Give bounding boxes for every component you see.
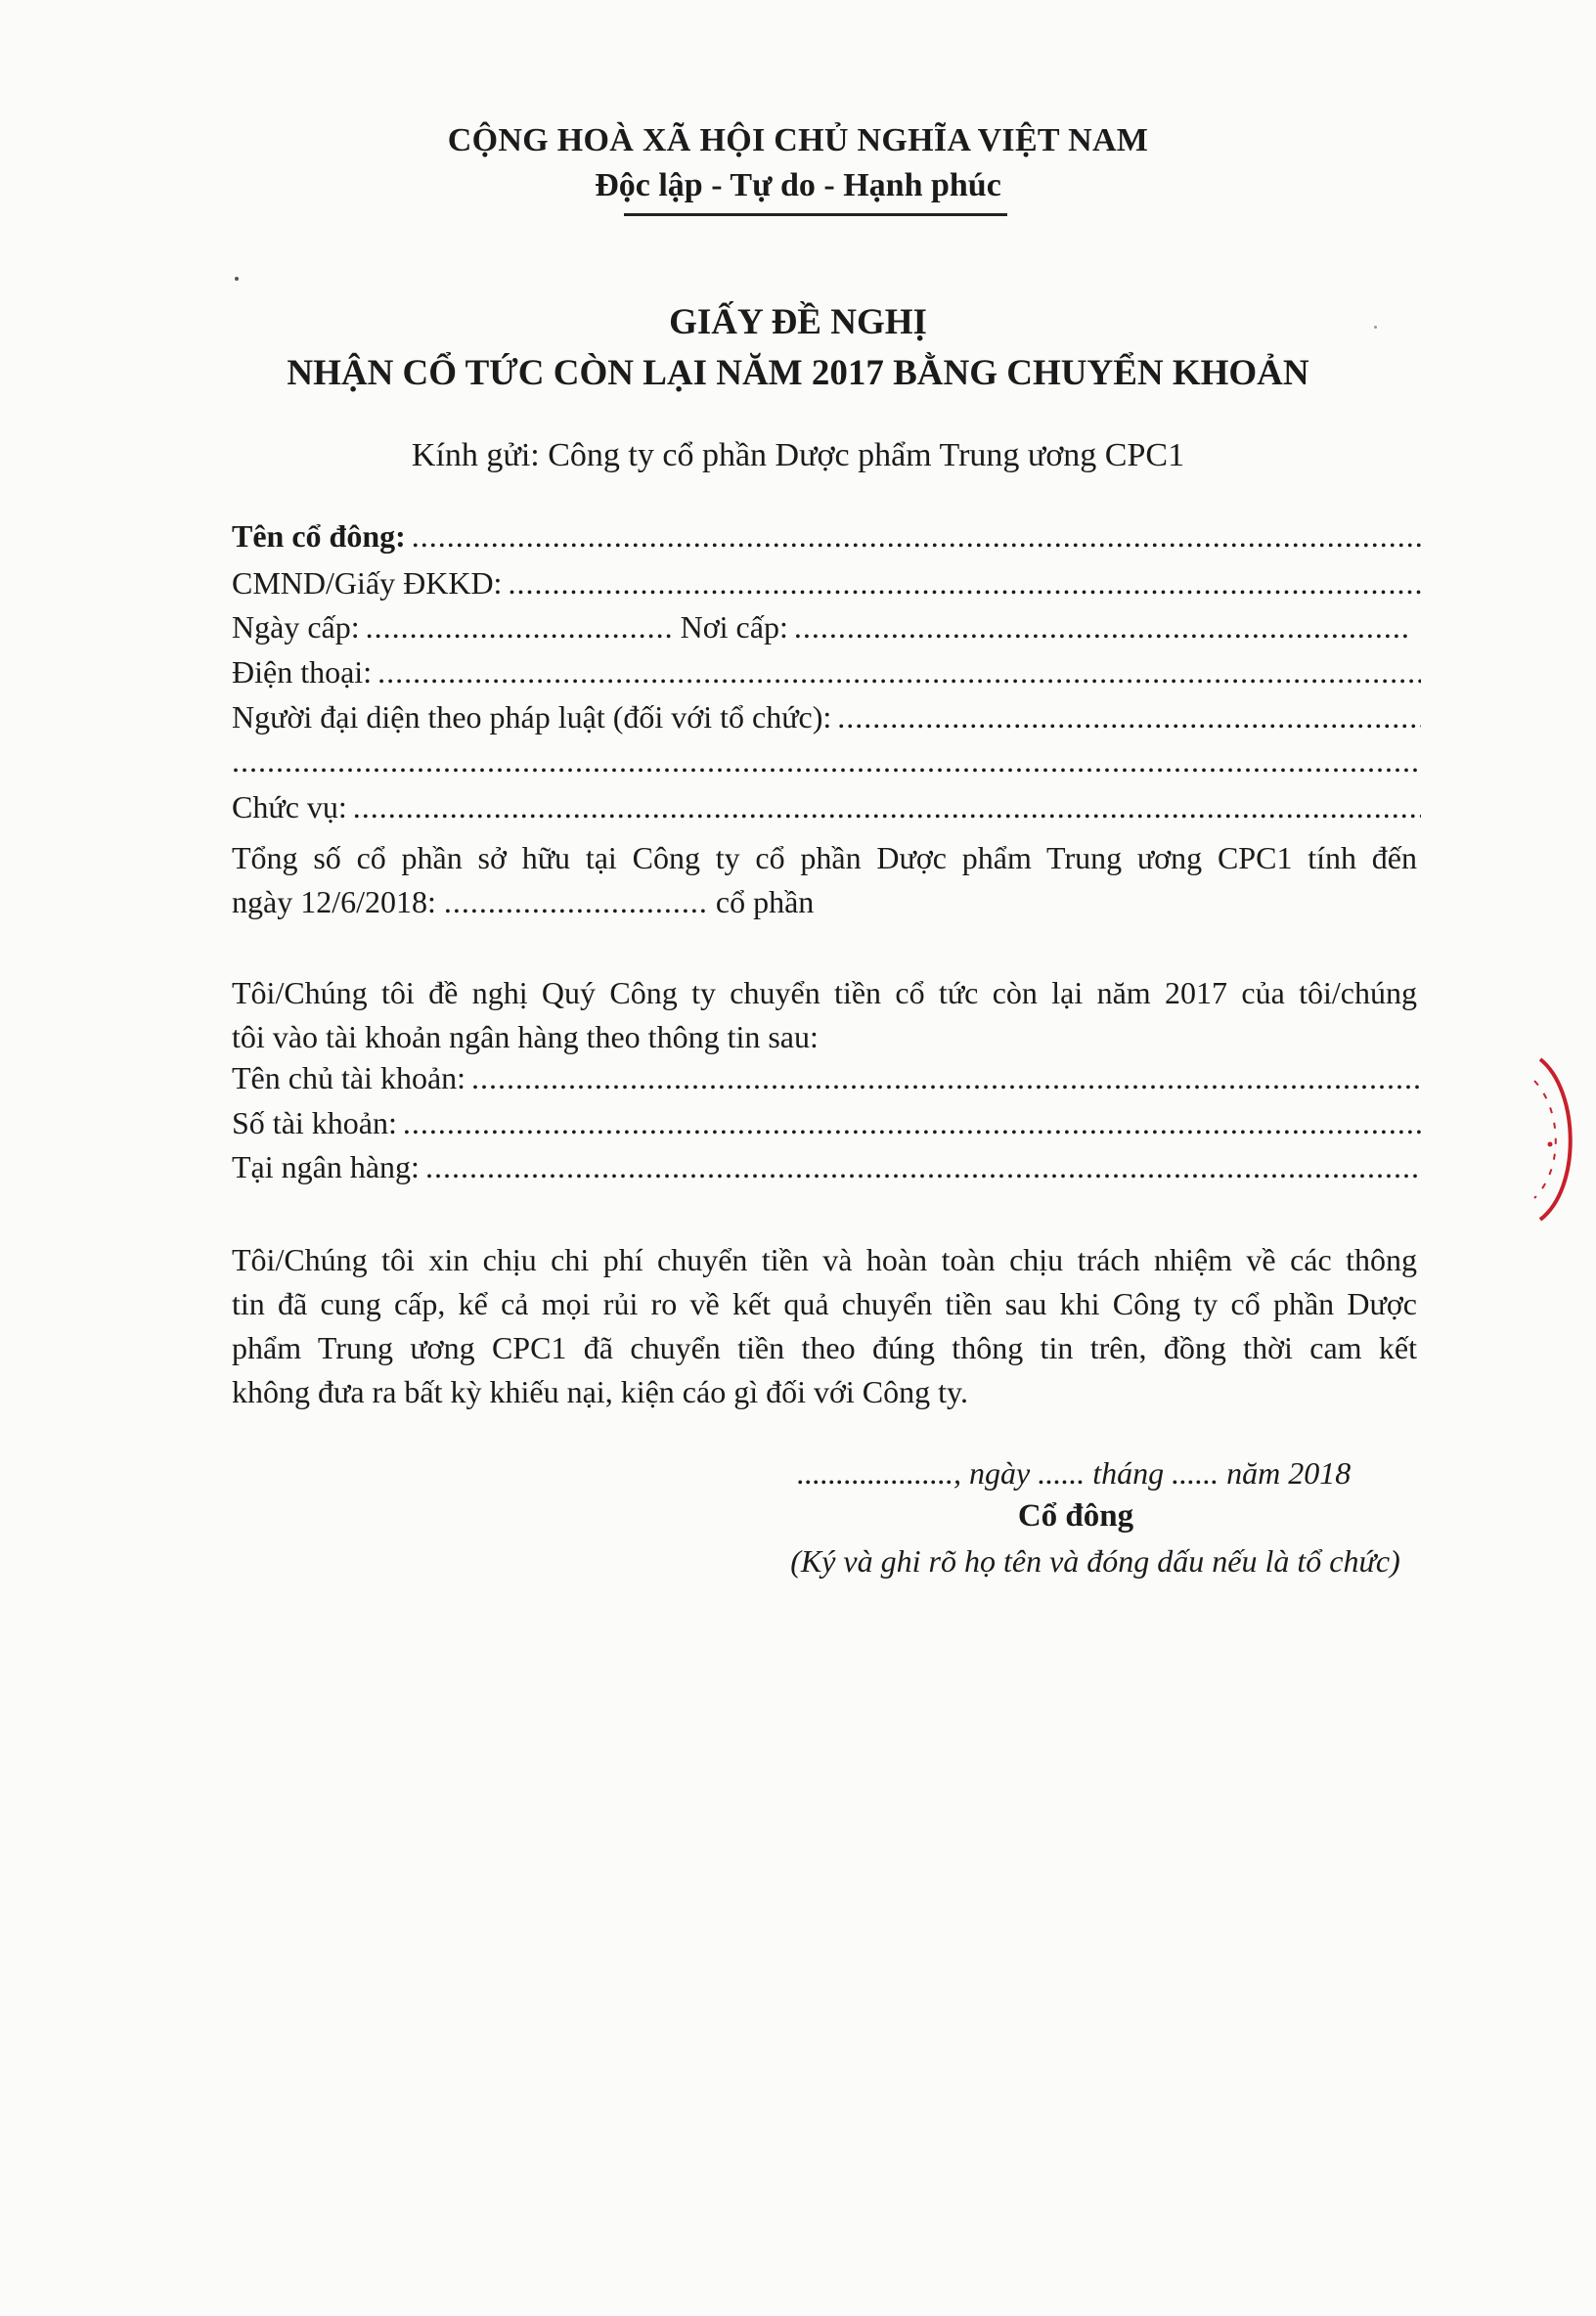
request-paragraph: [232, 971, 1417, 1059]
position-row: [232, 789, 1421, 828]
account-number-label: Số tài khoản:: [232, 1105, 397, 1140]
issue-place-label: Nơi cấp:: [680, 609, 788, 645]
request-line-2: tôi vào tài khoản ngân hàng theo thông tin sau:: [232, 1019, 819, 1054]
phone-row: [232, 654, 1421, 693]
commitment-line-4: không đưa ra bất kỳ khiếu nại, kiện cáo gì đối với Công ty.: [232, 1374, 968, 1409]
shares-date-label: ngày 12/6/2018:: [232, 884, 436, 919]
issue-row: [232, 609, 1421, 648]
country-header: CỘNG HOÀ XÃ HỘI CHỦ NGHĨA VIỆT NAM: [447, 122, 1149, 158]
issue-place-field[interactable]: [794, 609, 1411, 646]
stamp-fragment-icon: [1521, 1051, 1596, 1227]
phone-label: Điện thoại:: [232, 654, 373, 690]
account-number-row: [232, 1105, 1421, 1144]
shares-intro: Tổng số cổ phần sở hữu tại Công ty cổ phần Dược phẩm Trung ương CPC1 tính đến: [232, 840, 1417, 875]
shareholder-name-row: [232, 518, 1421, 557]
representative-continuation-row: [232, 743, 1421, 782]
commitment-paragraph: [232, 1238, 1417, 1414]
representative-field[interactable]: [837, 699, 1421, 735]
motto-underline: [624, 213, 1007, 216]
id-field[interactable]: [508, 565, 1421, 601]
account-holder-label: Tên chủ tài khoản:: [232, 1060, 466, 1095]
national-motto: Độc lập - Tự do - Hạnh phúc: [595, 167, 1001, 203]
position-field[interactable]: [353, 789, 1421, 825]
account-holder-field[interactable]: [471, 1060, 1421, 1096]
signature-note: (Ký và ghi rõ họ tên và đóng dấu nếu là tổ chức): [790, 1543, 1400, 1579]
document-title: GIẤY ĐỀ NGHỊ: [669, 302, 927, 342]
representative-label: Người đại diện theo pháp luật (đối với tổ chức):: [232, 699, 832, 735]
document-subtitle: NHẬN CỔ TỨC CÒN LẠI NĂM 2017 BẰNG CHUYỂN KHOẢN: [287, 353, 1309, 393]
signature-date-line: ...................., ngày ...... tháng ...... năm 2018: [797, 1455, 1352, 1491]
shareholder-name-label: Tên cổ đông:: [232, 518, 406, 554]
paper-speck: [235, 277, 239, 281]
id-label: CMND/Giấy ĐKKD:: [232, 565, 503, 601]
id-row: [232, 565, 1421, 604]
addressee-line: Kính gửi: Công ty cổ phần Dược phẩm Trung ương CPC1: [411, 437, 1185, 473]
issue-date-label: Ngày cấp:: [232, 609, 360, 645]
bank-label: Tại ngân hàng:: [232, 1149, 420, 1184]
representative-field-continued[interactable]: [232, 743, 1421, 779]
shares-count-field[interactable]: ..............................: [443, 884, 708, 919]
commitment-line-3: phẩm Trung ương CPC1 đã chuyển tiền theo đúng thông tin trên, đồng thời cam kết: [232, 1330, 1417, 1365]
bank-field[interactable]: [425, 1149, 1421, 1185]
shares-row: [232, 880, 1417, 924]
issue-date-field[interactable]: [366, 609, 675, 646]
shareholder-name-field[interactable]: [412, 518, 1421, 555]
position-label: Chức vụ:: [232, 789, 347, 824]
commitment-line-2: tin đã cung cấp, kể cả mọi rủi ro về kết quả chuyển tiền sau khi Công ty cổ phần Dược: [232, 1286, 1417, 1321]
phone-field[interactable]: [377, 654, 1421, 690]
shares-unit: cổ phần: [715, 884, 815, 919]
request-line-1: Tôi/Chúng tôi đề nghị Quý Công ty chuyển tiền cổ tức còn lại năm 2017 của tôi/chúng: [232, 975, 1417, 1010]
bank-row: [232, 1149, 1421, 1188]
representative-row: [232, 699, 1421, 738]
paper-speck: [1374, 326, 1377, 329]
signature-role: Cổ đông: [1017, 1498, 1134, 1534]
commitment-line-1: Tôi/Chúng tôi xin chịu chi phí chuyển tiền và hoàn toàn chịu trách nhiệm về các thông: [232, 1242, 1417, 1277]
account-number-field[interactable]: [403, 1105, 1421, 1141]
account-holder-row: [232, 1060, 1421, 1099]
shares-statement: [232, 836, 1417, 924]
